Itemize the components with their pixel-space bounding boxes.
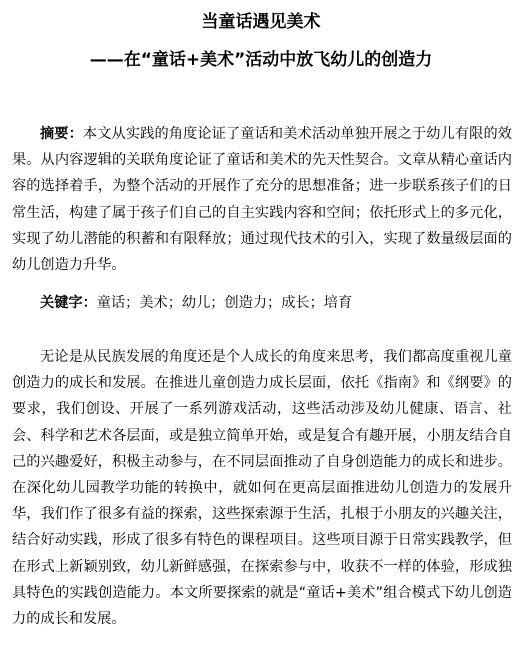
document-title: 当童话遇见美术	[201, 12, 321, 32]
abstract-label: 摘要：	[40, 126, 83, 142]
keywords-text: 童话；美术；幼儿；创造力；成长；培育	[96, 295, 353, 311]
abstract-text: 本文从实践的角度论证了童话和美术活动单独开展之于幼儿有限的效果。从内容逻辑的关联角度论证了童话和美术的先天性契合。文章从精心童话内容的选择着手，为整个活动的开展作了充分的思想准备；进一步联系孩子们的日常生活，构建了属于孩子们自己的自主实践内容和空间；依托形式上的多元化，实现了幼儿潜能的积蓄和有限释放；通过现代技术的引入，实现了数量级层面的幼儿创造力升华。	[12, 126, 512, 274]
keywords-label: 关键字：	[40, 295, 97, 311]
body-paragraph: 无论是从民族发展的角度还是个人成长的角度来思考，我们都高度重视儿童创造力的成长和发展。在推进儿童创造力成长层面，依托《指南》和《纲要》的要求，我们创设、开展了一系列游戏活动，这些活动涉及幼儿健康、语言、社会、科学和艺术各层面，或是独立简单开始，或是复合有趣开展，小朋友结合自己的兴趣爱好，积极主动参与，在不同层面推动了自身创造能力的成长和进步。在深化幼儿园教学功能的转换中，就如何在更高层面推进幼儿创造力的发展升华，我们作了很多有益的探索，这些探索源于生活，扎根于小朋友的兴趣关注，结合好动实践，形成了很多有特色的课程项目。这些项目源于日常实践教学，但在形式上新颖别致，幼儿新鲜感强，在探索参与中，收获不一样的体验，形成独具特色的实践创造能力。本文所要探索的就是“童话+美术”组合模式下幼儿创造力的成长和发展。	[12, 349, 512, 628]
abstract-paragraph	[12, 121, 512, 278]
keywords-paragraph	[12, 290, 512, 316]
document-subtitle: ——在“童话+美术”活动中放飞幼儿的创造力	[89, 50, 433, 70]
